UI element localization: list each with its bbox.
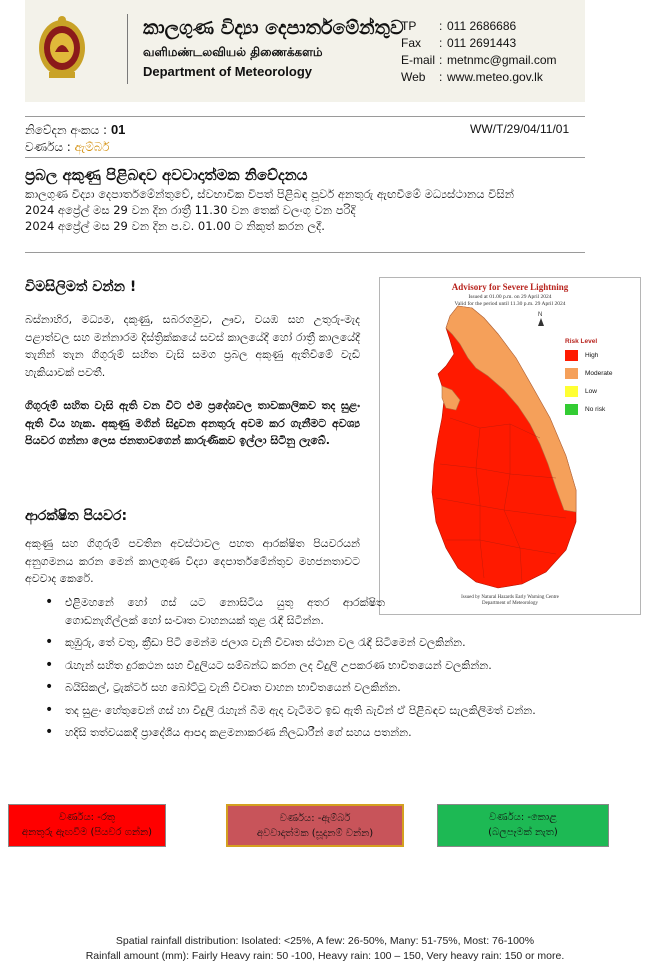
colour-legend-green: වර්ණය: -කොළ (බලපෑමක් නැත) bbox=[437, 804, 609, 847]
website-link[interactable]: www.meteo.gov.lk bbox=[447, 70, 543, 84]
contact-row: E-mail : metnmc@gmail.com bbox=[401, 53, 557, 67]
map-credit: Issued by Natural Hazards Early Warning Centre Department of Meteorology bbox=[461, 595, 559, 606]
contact-row: TP : 011 2686686 bbox=[401, 19, 517, 33]
email-link[interactable]: metnmc@gmail.com bbox=[447, 53, 557, 67]
colour-legend-amber: වර්ණය: -ඇම්බර් අවවාදාත්මක (සූදානම් වන්න) bbox=[226, 804, 404, 847]
divider bbox=[25, 157, 585, 158]
protection-intro: අකුණු සහ ගිගුරුම් පවතින අවස්ථාවල පහත ආරක්ෂිත පියවරයන් අනුගමනය කරන මෙන් කාලගුණ විද්‍යා දෙපාර්තමේන්තුව මහජනතාවට අවවාද කෙරේ. bbox=[25, 537, 360, 585]
org-name-sinhala: කාලගුණ විද්‍යා දෙපාර්තමේන්තුව bbox=[143, 17, 404, 39]
sri-lanka-map bbox=[380, 278, 642, 616]
map-title: Advisory for Severe Lightning bbox=[451, 282, 569, 292]
legend-item: Moderate bbox=[565, 368, 635, 379]
contact-block bbox=[401, 18, 557, 86]
north-arrow-icon bbox=[538, 318, 544, 326]
letterhead bbox=[25, 0, 585, 102]
legend-title: Risk Level bbox=[565, 338, 598, 345]
org-name-english: Department of Meteorology bbox=[143, 64, 313, 79]
map-legend bbox=[565, 338, 635, 422]
map-issued: Issued at 01.00 p.m. on 29 April 2024 bbox=[468, 294, 552, 300]
list-item: • බයිසිකල්, ට්‍රැක්ටර් සහ බෝට්ටු වැනි විවෘත වාහන භාවිතයෙන් වලකින්න. bbox=[45, 679, 585, 697]
colour-legend-red: වර්ණය: -රතු අනතුරු ඇඟවීම (පියවර ගන්න) bbox=[8, 804, 166, 847]
list-item: • කුඹුරු, තේ වතු, ක්‍රීඩා පිටි මෙන්ම ජලාශ වැනි විවෘත ස්ථාන වල රැඳී සිටීමෙන් වලකින්න. bbox=[45, 634, 585, 652]
risk-map bbox=[379, 277, 641, 615]
footer-rainfall-distribution: Spatial rainfall distribution: Isolated: <25%, A few: 26-50%, Many: 51-75%, Most: 76-100% bbox=[115, 935, 535, 947]
north-label: N bbox=[538, 312, 543, 318]
map-valid: Valid for the period until 11.30 p.m. 29 April 2024 bbox=[454, 301, 566, 307]
sri-lanka-emblem-icon bbox=[37, 12, 87, 84]
divider bbox=[25, 252, 585, 253]
list-item: • රැහැන් සහිත දුරකථන සහ විදුලියට සම්බන්ධ කරන ලද විදුලි උපකරණ භාවිතයෙන් වලකින්න. bbox=[45, 657, 585, 675]
header-divider bbox=[127, 14, 128, 84]
org-name-tamil: வளிமண்டலவியல் திணைக்களம் bbox=[143, 45, 323, 59]
legend-swatch bbox=[565, 404, 578, 415]
legend-swatch bbox=[565, 368, 578, 379]
issue-details: කාලගුණ විද්‍යා දෙපාර්තමේන්තුවේ, ස්වභාවික විපත් පිළිබඳ පූර්ව අනතුරු ඇඟවීමේ මධ්‍යස්ථානය විසින් 2024 අප්‍රේල් මස 29 වන දින රාත්‍රී 11.30 වන තෙක් වලංගු වන පරිදි 2024 අප්‍රේල් මස 29 වන දින ප.ව. 01.00 ට නිකුත් කරන ලදී. bbox=[25, 187, 515, 233]
footer-rainfall-amount: Rainfall amount (mm): Fairly Heavy rain: 50 -100, Heavy rain: 100 – 150, Very heavy rain: 150 or more. bbox=[85, 950, 565, 962]
list-item: • එළිමහනේ හෝ ගස් යට නොසිටිය යුතු අතර ආරක්ෂිත ගොඩනැගිල්ලක් හෝ සංවෘත වාහනයක් තුළ රැඳී සිටින්න. bbox=[45, 594, 385, 629]
notice-number: නිවේදන අංකය : 01 bbox=[25, 122, 126, 137]
legend-item: Low bbox=[565, 386, 635, 397]
legend-swatch bbox=[565, 350, 578, 361]
advice-paragraph: ගිගුරුම් සහිත වැසි ඇති වන විට එම ප්‍රදේශවල තාවකාලිකව තද සුළං ඇති විය හැක. අකුණු මගින් සිදුවන අනතුරු අවම කර ගැනීමට අවශ්‍ය පියවර ගන්නා ලෙස ජනතාවගෙන් කාරුණිකව ඉල්ලා සිටිනු ලැබේ. bbox=[25, 399, 360, 447]
protection-heading: ආරක්ෂිත පියවර: bbox=[25, 508, 128, 524]
divider bbox=[25, 116, 585, 117]
contact-row: Web : www.meteo.gov.lk bbox=[401, 70, 543, 84]
notice-colour: වර්ණය : ඇම්බර් bbox=[25, 140, 110, 154]
situation-paragraph: බස්නාහිර, මධ්‍යම, දකුණු, සබරගමුව, ඌව, වයඹ සහ උතුරු-මැද පළාත්වල සහ මන්නාරම දිස්ත්‍රික්කයේ සවස් කාලයේදී හෝ රාත්‍රී කාලයේදී තැනින් තැන ගිගුරුම් සහිත වැසි සමග ප්‍රබල අකුණු ඇතිවීමේ වැඩි හැකියාවක් පවතී. bbox=[25, 313, 360, 379]
contact-row: Fax : 011 2691443 bbox=[401, 36, 517, 50]
alert-heading: විමසිලිමත් වන්න ! bbox=[25, 279, 137, 295]
list-item: • තද සුළං හේතුවෙන් ගස් හා විදුලි රැහැන් බිම ඇද වැටීමට ඉඩ ඇති බැවින් ඒ පිළිබඳව සැලකිලිමත් වන්න. bbox=[45, 702, 585, 720]
legend-item: No risk bbox=[565, 404, 635, 415]
page-title: ප්‍රබල අකුණු පිළිබඳව අවවාදාත්මක නිවේදනය bbox=[25, 166, 308, 184]
reference-number: WW/T/29/04/11/01 bbox=[470, 122, 570, 136]
list-item: • හදිසි තත්වයකදී ප්‍රාදේශීය ආපදා කළමනාකරණ නිලධාරීන් ගේ සහය පතන්න. bbox=[45, 724, 585, 742]
legend-item: High bbox=[565, 350, 635, 361]
legend-swatch bbox=[565, 386, 578, 397]
safety-measures-list bbox=[45, 594, 585, 747]
